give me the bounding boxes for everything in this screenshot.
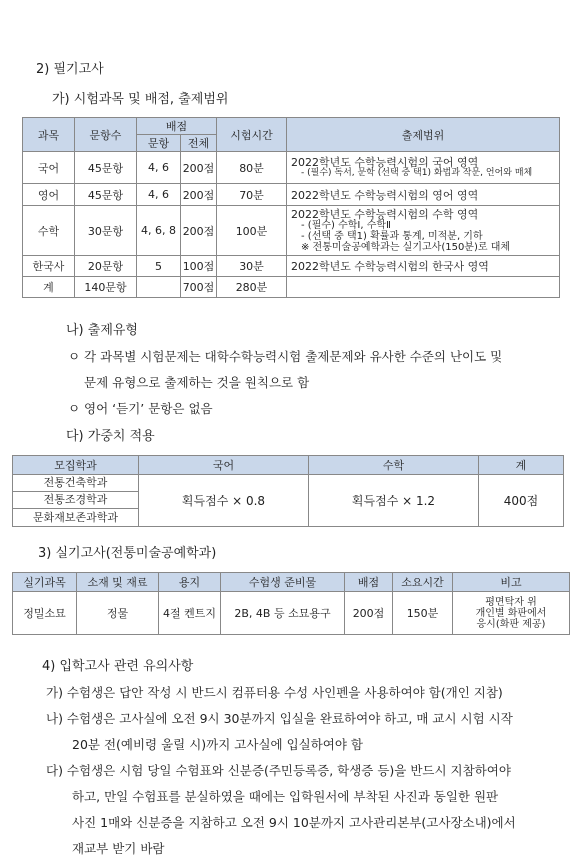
notice-na-line-2: 20분 전(예비령 울릴 시)까지 고사실에 입실하여야 함 <box>72 737 364 752</box>
col-header-subject: 과목 <box>23 118 75 152</box>
weight-table <box>12 455 564 527</box>
cell-score: 200점 <box>345 592 393 635</box>
notice-da-line-3: 사진 1매와 신분증을 지참하고 오전 9시 10분까지 고사관리본부(고사장소내)에서 <box>72 815 516 830</box>
cell-subject: 한국사 <box>23 256 75 277</box>
cell-time: 80분 <box>217 152 287 184</box>
subsection-da-title: 다) 가중치 적용 <box>66 429 155 444</box>
col-header-kor: 국어 <box>139 456 309 475</box>
col-header-subject: 실기과목 <box>13 573 77 592</box>
range-line: - (필수) 수학Ⅰ, 수학Ⅱ <box>301 219 391 231</box>
exam-subjects-table <box>22 117 560 298</box>
cell-subject: 국어 <box>23 152 75 184</box>
cell-range <box>287 277 560 298</box>
range-line: 2022학년도 수학능력시험의 수학 영역 <box>291 207 479 221</box>
cell-range <box>287 152 560 184</box>
cell-material: 정물 <box>77 592 159 635</box>
cell-supplies: 2B, 4B 등 소묘용구 <box>221 592 345 635</box>
notice-da-line-4: 재교부 받기 바람 <box>72 841 165 856</box>
notice-ga: 가) 수험생은 답안 작성 시 반드시 컴퓨터용 수성 사인펜을 사용하여야 함(개인 지참) <box>46 685 503 700</box>
note-line: 개인별 화판에서 <box>475 607 547 619</box>
cell-total: 700점 <box>181 277 217 298</box>
cell-total: 200점 <box>181 152 217 184</box>
cell-depts <box>13 475 139 527</box>
cell-range: 2022학년도 수학능력시험의 한국사 영역 <box>287 256 560 277</box>
cell-subject: 수학 <box>23 206 75 256</box>
cell-q: 4, 6, 8 <box>137 206 181 256</box>
table-row <box>23 206 560 256</box>
cell-count: 45문항 <box>75 152 137 184</box>
col-header-score: 배점 <box>137 118 217 135</box>
col-header-duration: 소요시간 <box>393 573 453 592</box>
dept-item: 전통조경학과 <box>13 492 138 509</box>
table-row <box>23 152 560 184</box>
cell-time: 30분 <box>217 256 287 277</box>
cell-range: 2022학년도 수학능력시험의 영어 영역 <box>287 184 560 206</box>
cell-count: 140문항 <box>75 277 137 298</box>
section-4-title: 4) 입학고사 관련 유의사항 <box>42 659 194 674</box>
cell-kor-weight: 획득점수 × 0.8 <box>139 475 309 527</box>
range-line: ※ 전통미술공예학과는 실기고사(150분)로 대체 <box>301 241 511 253</box>
col-header-total: 계 <box>479 456 564 475</box>
col-header-range: 출제범위 <box>287 118 560 152</box>
notice-da-line-1: 다) 수험생은 시험 당일 수험표와 신분증(주민등록증, 학생증 등)을 반드시 지참하여야 <box>46 763 511 778</box>
col-header-score-q: 문항 <box>137 135 181 152</box>
col-header-score: 배점 <box>345 573 393 592</box>
cell-duration: 150분 <box>393 592 453 635</box>
col-header-dept: 모집학과 <box>13 456 139 475</box>
note-line: 평면탁자 위 <box>485 596 537 608</box>
table-row <box>13 592 570 635</box>
cell-total: 200점 <box>181 206 217 256</box>
na-bullet-1-line-2: 문제 유형으로 출제하는 것을 원칙으로 함 <box>84 375 310 390</box>
dept-item: 문화재보존과학과 <box>32 511 118 524</box>
col-header-note: 비고 <box>453 573 570 592</box>
notice-da-line-2: 하고, 만일 수험표를 분실하였을 때에는 입학원서에 부착된 사진과 동일한 원판 <box>72 789 499 804</box>
cell-time: 280분 <box>217 277 287 298</box>
subsection-na-title: 나) 출제유형 <box>66 323 138 338</box>
cell-q <box>137 277 181 298</box>
na-bullet-1-line-1: ㅇ 각 과목별 시험문제는 대학수학능력시험 출제문제와 유사한 수준의 난이도 및 <box>68 349 503 364</box>
cell-subject: 정밀소묘 <box>13 592 77 635</box>
cell-math-weight: 획득점수 × 1.2 <box>309 475 479 527</box>
cell-count: 30문항 <box>75 206 137 256</box>
range-line: - (선택 중 택1) 확률과 통계, 미적분, 기하 <box>301 230 483 242</box>
cell-count: 20문항 <box>75 256 137 277</box>
table-row-total <box>23 277 560 298</box>
cell-q: 4, 6 <box>137 152 181 184</box>
table-row <box>13 475 564 527</box>
cell-subject: 계 <box>23 277 75 298</box>
col-header-material: 소재 및 재료 <box>77 573 159 592</box>
section-3-title: 3) 실기고사(전통미술공예학과) <box>38 546 217 561</box>
cell-total: 100점 <box>181 256 217 277</box>
cell-q: 5 <box>137 256 181 277</box>
cell-time: 100분 <box>217 206 287 256</box>
cell-note <box>453 592 570 635</box>
range-line: - (필수) 독서, 문학 (선택 중 택1) 화법과 작문, 언어와 매체 <box>301 167 533 178</box>
col-header-math: 수학 <box>309 456 479 475</box>
range-line: 2022학년도 수학능력시험의 국어 영역 <box>291 155 479 169</box>
cell-count: 45문항 <box>75 184 137 206</box>
note-line: 응시(화판 제공) <box>476 618 546 630</box>
section-2-title: 2) 필기고사 <box>36 62 104 77</box>
table-row <box>23 184 560 206</box>
col-header-paper: 용지 <box>159 573 221 592</box>
cell-paper: 4절 켄트지 <box>159 592 221 635</box>
cell-subject: 영어 <box>23 184 75 206</box>
cell-time: 70분 <box>217 184 287 206</box>
practical-exam-table <box>12 572 570 635</box>
col-header-time: 시험시간 <box>217 118 287 152</box>
cell-range <box>287 206 560 256</box>
subsection-ga-title: 가) 시험과목 및 배점, 출제범위 <box>52 92 229 107</box>
table-row <box>23 256 560 277</box>
cell-q: 4, 6 <box>137 184 181 206</box>
dept-item: 전통건축학과 <box>13 475 138 492</box>
col-header-score-total: 전체 <box>181 135 217 152</box>
cell-total-score: 400점 <box>479 475 564 527</box>
col-header-supplies: 수험생 준비물 <box>221 573 345 592</box>
cell-total: 200점 <box>181 184 217 206</box>
notice-na-line-1: 나) 수험생은 고사실에 오전 9시 30분까지 입실을 완료하여야 하고, 매 교시 시험 시작 <box>46 711 513 726</box>
na-bullet-2: ㅇ 영어 ‘듣기’ 문항은 없음 <box>68 401 213 416</box>
col-header-count: 문항수 <box>75 118 137 152</box>
